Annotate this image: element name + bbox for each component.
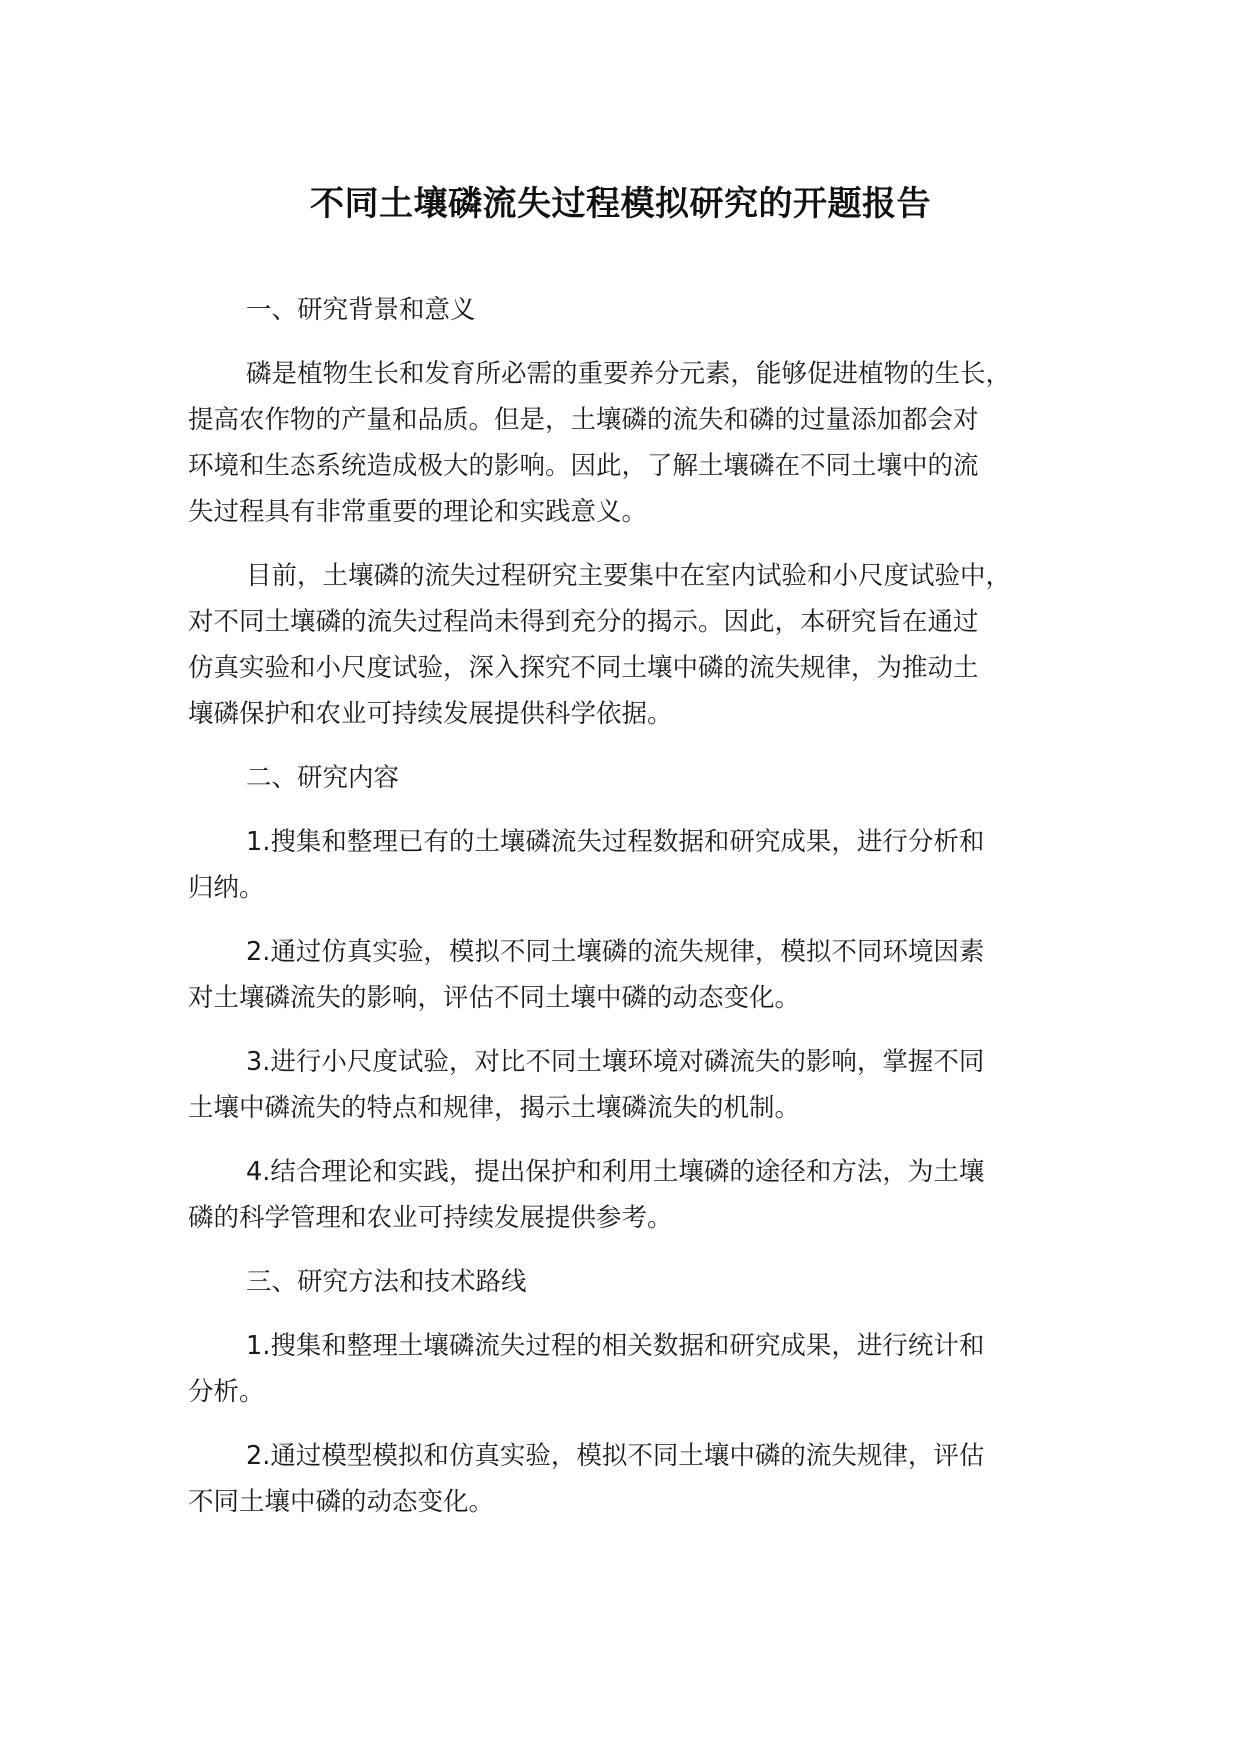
document-body bbox=[188, 287, 1083, 1525]
paragraph-line: 分析。 bbox=[188, 1377, 265, 1407]
paragraph-line: 仿真实验和小尺度试验，深入探究不同土壤中磷的流失规律，为推动土 bbox=[188, 653, 979, 683]
paragraph-background bbox=[188, 351, 1083, 535]
method-item-2 bbox=[188, 1433, 1083, 1525]
paragraph-line: 对土壤磷流失的影响，评估不同土壤中磷的动态变化。 bbox=[188, 983, 801, 1013]
paragraph-line: 目前，土壤磷的流失过程研究主要集中在室内试验和小尺度试验中， bbox=[246, 561, 1012, 591]
paragraph-line: 磷是植物生长和发育所必需的重要养分元素，能够促进植物的生长， bbox=[246, 359, 1012, 389]
paragraph-line: 环境和生态系统造成极大的影响。因此，了解土壤磷在不同土壤中的流 bbox=[188, 451, 979, 481]
paragraph-line: 2.通过模型模拟和仿真实验，模拟不同土壤中磷的流失规律，评估 bbox=[246, 1441, 985, 1471]
paragraph-line: 不同土壤中磷的动态变化。 bbox=[188, 1487, 495, 1517]
paragraph-line: 2.通过仿真实验，模拟不同土壤磷的流失规律，模拟不同环境因素 bbox=[246, 937, 985, 967]
section-heading-content: 二、研究内容 bbox=[246, 763, 400, 793]
section-heading-background: 一、研究背景和意义 bbox=[246, 295, 476, 325]
method-item-1 bbox=[188, 1323, 1083, 1415]
paragraph-current-status bbox=[188, 553, 1083, 737]
section-heading-methods: 三、研究方法和技术路线 bbox=[246, 1267, 527, 1297]
document-title: 不同土壤磷流失过程模拟研究的开题报告 bbox=[310, 184, 931, 224]
paragraph-line: 壤磷保护和农业可持续发展提供科学依据。 bbox=[188, 699, 673, 729]
paragraph-line: 归纳。 bbox=[188, 873, 265, 903]
paragraph-line: 1.搜集和整理土壤磷流失过程的相关数据和研究成果，进行统计和 bbox=[246, 1331, 985, 1361]
paragraph-line: 1.搜集和整理已有的土壤磷流失过程数据和研究成果，进行分析和 bbox=[246, 827, 985, 857]
content-item-3 bbox=[188, 1039, 1083, 1131]
paragraph-line: 提高农作物的产量和品质。但是，土壤磷的流失和磷的过量添加都会对 bbox=[188, 405, 979, 435]
content-item-2 bbox=[188, 929, 1083, 1021]
paragraph-line: 磷的科学管理和农业可持续发展提供参考。 bbox=[188, 1203, 673, 1233]
paragraph-line: 对不同土壤磷的流失过程尚未得到充分的揭示。因此，本研究旨在通过 bbox=[188, 607, 979, 637]
paragraph-line: 4.结合理论和实践，提出保护和利用土壤磷的途径和方法，为土壤 bbox=[246, 1157, 985, 1187]
paragraph-line: 土壤中磷流失的特点和规律，揭示土壤磷流失的机制。 bbox=[188, 1093, 801, 1123]
paragraph-line: 失过程具有非常重要的理论和实践意义。 bbox=[188, 497, 648, 527]
paragraph-line: 3.进行小尺度试验，对比不同土壤环境对磷流失的影响，掌握不同 bbox=[246, 1047, 985, 1077]
content-item-1 bbox=[188, 819, 1083, 911]
content-item-4 bbox=[188, 1149, 1083, 1241]
